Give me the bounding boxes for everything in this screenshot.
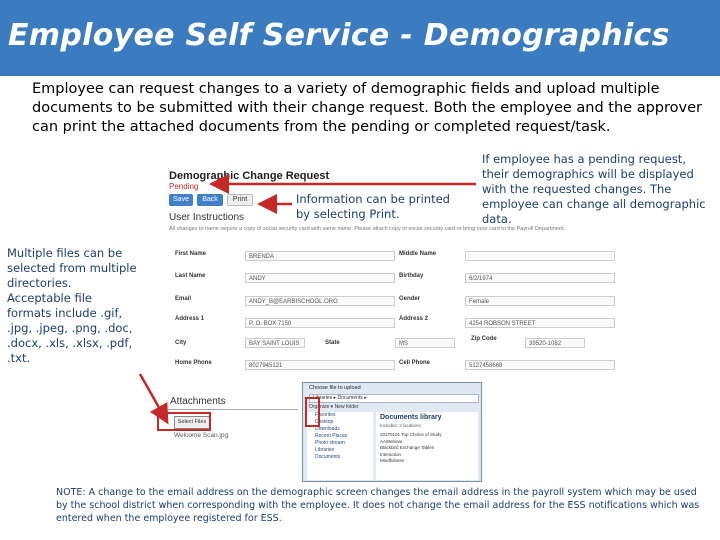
- back-button[interactable]: Back: [197, 194, 223, 206]
- nav-item[interactable]: Favorites: [315, 412, 336, 418]
- gender-label: Gender: [399, 296, 421, 302]
- library-subtitle: Includes: 2 locations: [380, 423, 421, 428]
- last-name-field[interactable]: ANDY: [245, 273, 395, 283]
- birthday-label: Birthday: [399, 273, 424, 279]
- city-field[interactable]: BAY SAINT LOUIS: [245, 338, 305, 348]
- middle-name-field[interactable]: [465, 251, 615, 261]
- nav-item[interactable]: Desktop: [315, 419, 334, 425]
- select-files-highlight: [157, 412, 211, 431]
- select-files-button[interactable]: Select Files: [174, 416, 210, 429]
- address2-label: Address 2: [399, 316, 429, 322]
- nav-item[interactable]: Photo stream: [315, 440, 345, 446]
- pending-callout: If employee has a pending request, their demographics will be displayed with the requested changes. The employee can change all demographic data.: [482, 152, 706, 226]
- intro-text: Employee can request changes to a variety of demographic fields and upload multiple documents to be submitted with their change request. Both the employee and the approver can print the attached documents from the pending or completed request/task.: [32, 81, 702, 135]
- first-name-label: First Name: [175, 251, 207, 257]
- file-item[interactable]: 20170101 Top Choice of Study: [380, 432, 442, 437]
- form-title: Demographic Change Request: [169, 170, 330, 182]
- attached-file[interactable]: Welcome Scan.jpg: [174, 432, 229, 439]
- address2-field[interactable]: 4254 ROBSON STREET: [465, 318, 615, 328]
- file-item[interactable]: Blackbird Exchange Tables: [380, 445, 434, 450]
- user-instructions-text: All changes to name require a copy of social security card with same name. Please attach copy of social security card or bring your card to the Payroll Department.: [169, 226, 566, 232]
- file-item[interactable]: AAWebinar: [380, 438, 403, 444]
- home-phone-label: Home Phone: [175, 360, 212, 366]
- nav-item[interactable]: Downloads: [315, 426, 340, 432]
- save-button[interactable]: Save: [169, 194, 193, 206]
- slide-title-bar: [0, 0, 720, 76]
- address1-label: Address 1: [175, 316, 205, 322]
- dialog-file-pane: [376, 412, 478, 480]
- library-title: Documents library: [380, 414, 442, 421]
- dialog-title: Choose file to upload: [309, 385, 361, 391]
- zip-field[interactable]: 39520-1082: [525, 338, 585, 348]
- birthday-field[interactable]: 6/2/1974: [465, 273, 615, 283]
- dialog-file-list: [380, 432, 441, 465]
- file-item[interactable]: Mindfulness: [380, 458, 405, 463]
- user-instructions-heading: User Instructions: [169, 212, 245, 223]
- cell-phone-label: Cell Phone: [399, 360, 431, 366]
- attachments-heading: Attachments: [170, 396, 226, 407]
- file-item[interactable]: Interaction: [380, 451, 402, 457]
- nav-item[interactable]: Recent Places: [315, 433, 348, 439]
- dialog-path-bar[interactable]: Libraries ▸ Documents ▸: [309, 394, 479, 403]
- nav-item[interactable]: Documents: [315, 454, 341, 460]
- attachments-divider: [168, 409, 298, 410]
- dialog-nav-highlight: [305, 397, 320, 427]
- nav-item[interactable]: Libraries: [315, 447, 335, 453]
- email-label: Email: [175, 296, 192, 302]
- city-label: City: [175, 340, 187, 346]
- dialog-toolbar[interactable]: Organize ▾ New folder: [309, 404, 359, 410]
- slide-title: Employee Self Service - Demographics: [8, 18, 670, 53]
- pending-status: Pending: [169, 182, 199, 191]
- home-phone-field[interactable]: 8027945121: [245, 360, 395, 370]
- gender-select[interactable]: Female: [465, 296, 615, 306]
- middle-name-label: Middle Name: [399, 251, 437, 257]
- file-upload-dialog: [302, 382, 482, 482]
- print-button[interactable]: Print: [227, 194, 253, 206]
- last-name-label: Last Name: [175, 273, 206, 279]
- address1-field[interactable]: P. O. BOX 7150: [245, 318, 395, 328]
- state-label: State: [325, 340, 340, 346]
- zip-label: Zip Code: [471, 336, 497, 342]
- state-select[interactable]: MS: [395, 338, 455, 348]
- note-text: NOTE: A change to the email address on the demographic screen changes the email address in the payroll system which may be used by the school district when corresponding with the employee. It does not change the email address for the ESS notifications which was entered when the employee registered for ESS.: [56, 487, 700, 524]
- email-field[interactable]: ANDY_B@EARBISCHOOL.ORG: [245, 296, 395, 306]
- first-name-field[interactable]: BRENDA: [245, 251, 395, 261]
- files-callout: Multiple files can be selected from multiple directories. Acceptable file formats include .gif, .jpg, .jpeg, .png, .doc, .docx, .xls, .xlsx, .pdf, .txt.: [7, 246, 137, 365]
- cell-phone-field[interactable]: 5127458668: [465, 360, 615, 370]
- print-callout: Information can be printed by selecting Print.: [296, 192, 450, 221]
